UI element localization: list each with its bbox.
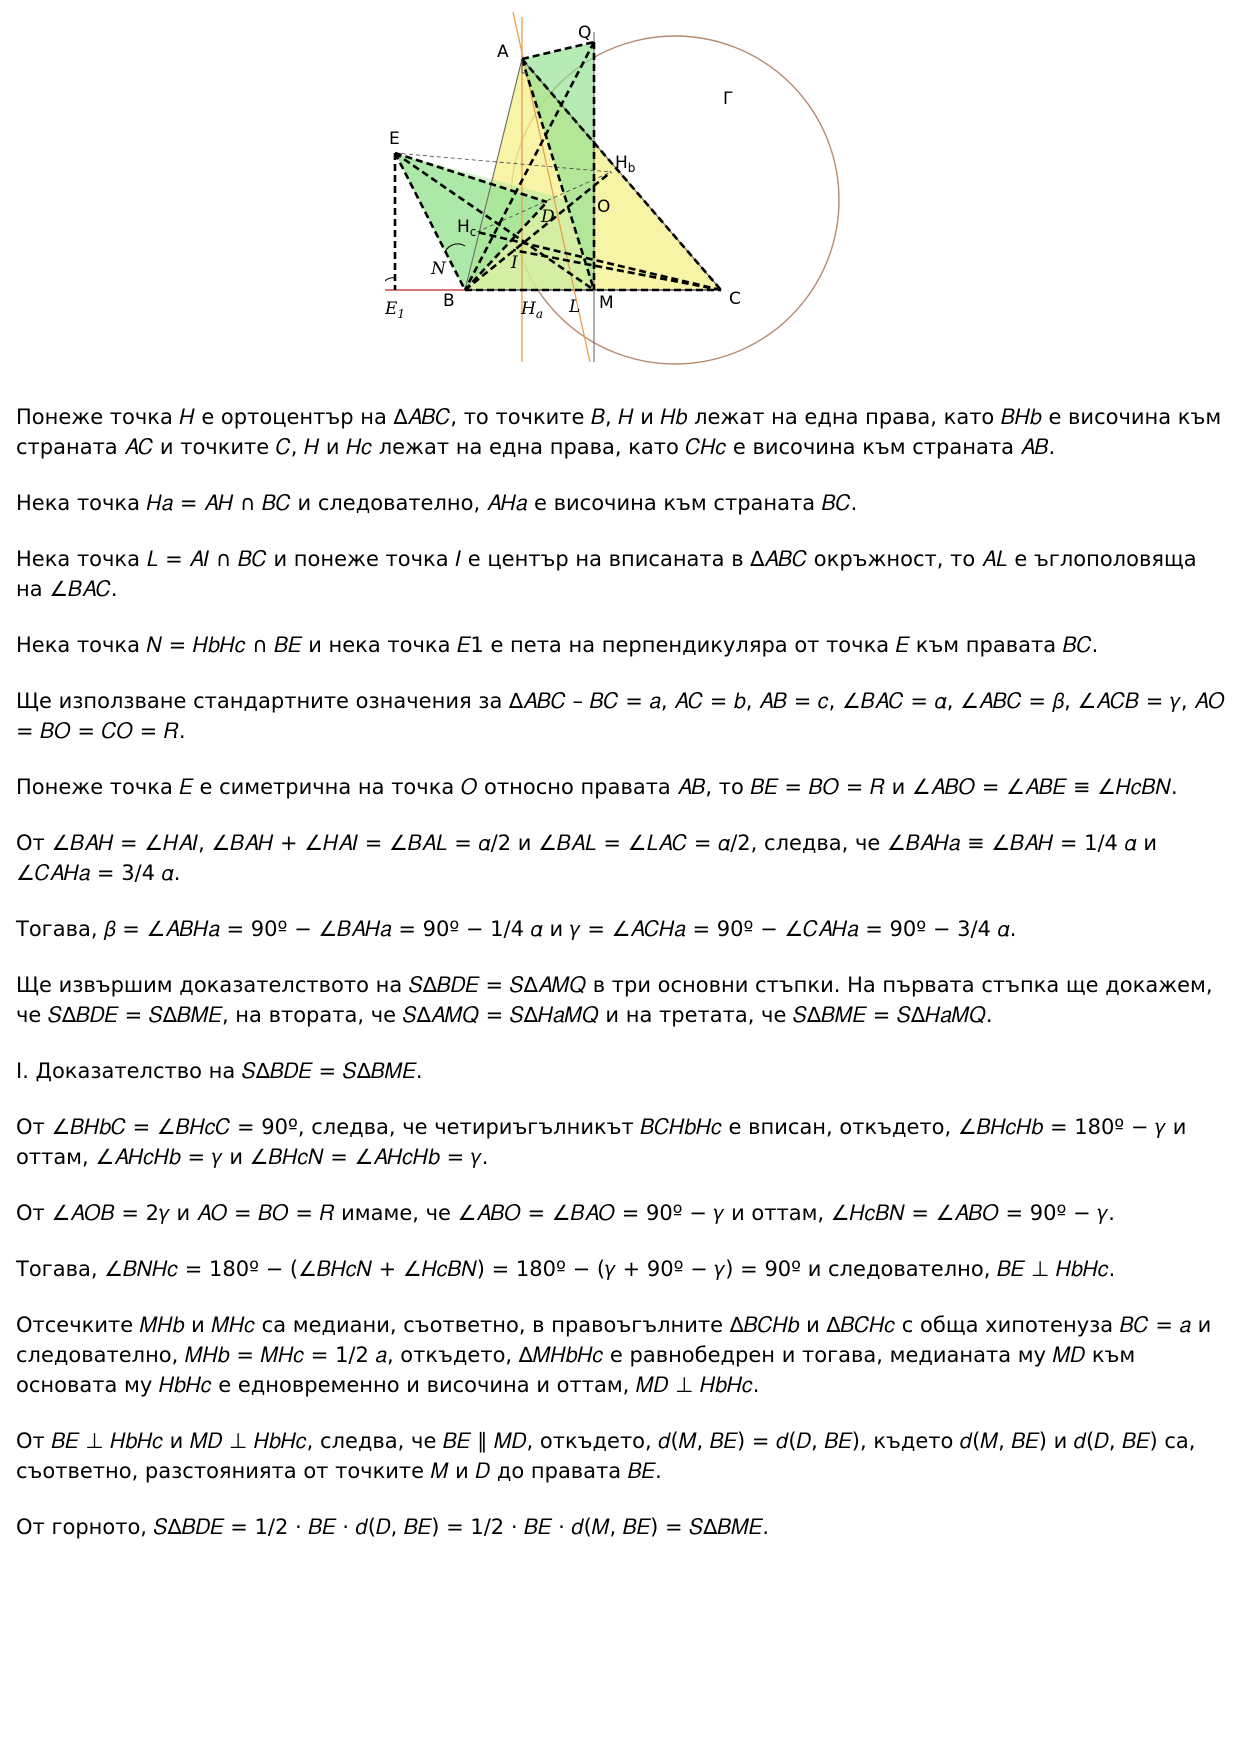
label-b: B xyxy=(443,291,455,311)
label-e: E xyxy=(389,129,400,149)
paragraph: Тогава, 𝛽 = ∠𝐴𝐵𝐻𝑎 = 90º − ∠𝐵𝐴𝐻𝑎 = 90º − 1/4 𝛼 и 𝛾 = ∠𝐴𝐶𝐻𝑎 = 90º − ∠𝐶𝐴𝐻𝑎 = 90º − 3/4 𝛼. xyxy=(16,917,1017,941)
paragraph: Нека точка 𝐻𝑎 = 𝐴𝐻 ∩ 𝐵𝐶 и следователно, 𝐴𝐻𝑎 е височина към страната 𝐵𝐶. xyxy=(16,491,858,515)
paragraph: Нека точка 𝐿 = 𝐴𝐼 ∩ 𝐵𝐶 и понеже точка 𝐼 е център на вписаната в ∆𝐴𝐵𝐶 окръжност, то 𝐴𝐿 е ъглополовяща на ∠𝐵𝐴𝐶. xyxy=(16,547,1204,601)
paragraph: Понеже точка 𝐻 е ортоцентър на ∆𝐴𝐵𝐶, то точките 𝐵, 𝐻 и 𝐻𝑏 лежат на една права, като 𝐵𝐻𝑏 е височина към страната 𝐴𝐶 и точките 𝐶, 𝐻 и 𝐻𝑐 лежат на една права, като 𝐶𝐻𝑐 е височина към страната 𝐴𝐵. xyxy=(16,405,1228,459)
label-hb: $H_b$ xyxy=(615,153,636,175)
angle-arc-e1 xyxy=(385,278,395,290)
paragraph: От ∠𝐵𝐴𝐻 = ∠𝐻𝐴𝐼, ∠𝐵𝐴𝐻 + ∠𝐻𝐴𝐼 = ∠𝐵𝐴𝐿 = 𝛼/2 и ∠𝐵𝐴𝐿 = ∠𝐿𝐴𝐶 = 𝛼/2, следва, че ∠𝐵𝐴𝐻𝑎 ≡ ∠𝐵𝐴𝐻 = 1/4 𝛼 и ∠𝐶𝐴𝐻𝑎 = 3/4 𝛼. xyxy=(16,831,1164,885)
paragraph: Ще извършим доказателството на 𝑆∆𝐵𝐷𝐸 = 𝑆∆𝐴𝑀𝑄 в три основни стъпки. На първата стъпка ще докажем, че 𝑆∆𝐵𝐷𝐸 = 𝑆∆𝐵𝑀𝐸, на втората, че 𝑆∆𝐴𝑀𝑄 = 𝑆∆𝐻𝑎𝑀𝑄 и на третата, че 𝑆∆𝐵𝑀𝐸 = 𝑆∆𝐻𝑎𝑀𝑄. xyxy=(16,973,1220,1027)
label-c: C xyxy=(729,289,741,309)
label-q: Q xyxy=(578,23,592,43)
geometry-figure xyxy=(385,12,845,412)
label-hc: $H_c$ xyxy=(457,217,477,239)
label-e1: $E_1$ xyxy=(385,299,406,321)
label-d: D xyxy=(541,207,555,227)
label-a: A xyxy=(497,42,509,62)
proof-text xyxy=(16,402,1232,1568)
paragraph: Тогава, ∠𝐵𝑁𝐻𝑐 = 180º − (∠𝐵𝐻𝑐𝑁 + ∠𝐻𝑐𝐵𝑁) = 180º − (𝛾 + 90º − 𝛾) = 90º и следователно, 𝐵𝐸 ⊥ 𝐻𝑏𝐻𝑐. xyxy=(16,1257,1116,1281)
paragraph: Ще използване стандартните означения за ∆𝐴𝐵𝐶 – 𝐵𝐶 = 𝑎, 𝐴𝐶 = 𝑏, 𝐴𝐵 = 𝑐, ∠𝐵𝐴𝐶 = 𝛼, ∠𝐴𝐵𝐶 = 𝛽, ∠𝐴𝐶𝐵 = 𝛾, 𝐴𝑂 = 𝐵𝑂 = 𝐶𝑂 = 𝑅. xyxy=(16,689,1232,743)
label-ha: $H_a$ xyxy=(521,299,543,321)
label-l: L xyxy=(569,297,581,317)
paragraph: Отсечките 𝑀𝐻𝑏 и 𝑀𝐻𝑐 са медиани, съответно, в правоъгълните ∆𝐵𝐶𝐻𝑏 и ∆𝐵𝐶𝐻𝑐 с обща хипотенуза 𝐵𝐶 = 𝑎 и следователно, 𝑀𝐻𝑏 = 𝑀𝐻𝑐 = 1/2 𝑎, откъдето, ∆𝑀𝐻𝑏𝐻𝑐 е равнобедрен и тогава, медианата му 𝑀𝐷 към основата му 𝐻𝑏𝐻𝑐 е едновременно и височина и оттам, 𝑀𝐷 ⊥ 𝐻𝑏𝐻𝑐. xyxy=(16,1313,1219,1397)
label-i: I xyxy=(511,253,518,273)
label-gamma: Γ xyxy=(723,89,733,109)
paragraph: От горното, 𝑆∆𝐵𝐷𝐸 = 1/2 ⋅ 𝐵𝐸 ⋅ 𝑑(𝐷, 𝐵𝐸) = 1/2 ⋅ 𝐵𝐸 ⋅ 𝑑(𝑀, 𝐵𝐸) = 𝑆∆𝐵𝑀𝐸. xyxy=(16,1515,769,1539)
paragraph: От 𝐵𝐸 ⊥ 𝐻𝑏𝐻𝑐 и 𝑀𝐷 ⊥ 𝐻𝑏𝐻𝑐, следва, че 𝐵𝐸 ∥ 𝑀𝐷, откъдето, 𝑑(𝑀, 𝐵𝐸) = 𝑑(𝐷, 𝐵𝐸), където 𝑑(𝑀, 𝐵𝐸) и 𝑑(𝐷, 𝐵𝐸) са, съответно, разстоянията от точките 𝑀 и 𝐷 до правата 𝐵𝐸. xyxy=(16,1429,1203,1483)
paragraph: Нека точка 𝑁 = 𝐻𝑏𝐻𝑐 ∩ 𝐵𝐸 и нека точка 𝐸1 е пета на перпендикуляра от точка 𝐸 към правата 𝐵𝐶. xyxy=(16,633,1099,657)
label-n: N xyxy=(431,259,446,279)
paragraph: От ∠𝐴𝑂𝐵 = 2𝛾 и 𝐴𝑂 = 𝐵𝑂 = 𝑅 имаме, че ∠𝐴𝐵𝑂 = ∠𝐵𝐴𝑂 = 90º − 𝛾 и оттам, ∠𝐻𝑐𝐵𝑁 = ∠𝐴𝐵𝑂 = 90º − 𝛾. xyxy=(16,1201,1115,1225)
label-o: O xyxy=(597,197,611,217)
paragraph: Понеже точка 𝐸 е симетрична на точка 𝑂 относно правата 𝐴𝐵, то 𝐵𝐸 = 𝐵𝑂 = 𝑅 и ∠𝐴𝐵𝑂 = ∠𝐴𝐵𝐸 ≡ ∠𝐻𝑐𝐵𝑁. xyxy=(16,775,1178,799)
section-heading: I. Доказателство на 𝑆∆𝐵𝐷𝐸 = 𝑆∆𝐵𝑀𝐸. xyxy=(16,1059,423,1083)
paragraph: От ∠𝐵𝐻𝑏𝐶 = ∠𝐵𝐻𝑐𝐶 = 90º, следва, че четириъгълникът 𝐵𝐶𝐻𝑏𝐻𝑐 е вписан, откъдето, ∠𝐵𝐻𝑐𝐻𝑏 = 180º − 𝛾 и оттам, ∠𝐴𝐻𝑐𝐻𝑏 = 𝛾 и ∠𝐵𝐻𝑐𝑁 = ∠𝐴𝐻𝑐𝐻𝑏 = 𝛾. xyxy=(16,1115,1194,1169)
label-m: M xyxy=(599,293,614,313)
